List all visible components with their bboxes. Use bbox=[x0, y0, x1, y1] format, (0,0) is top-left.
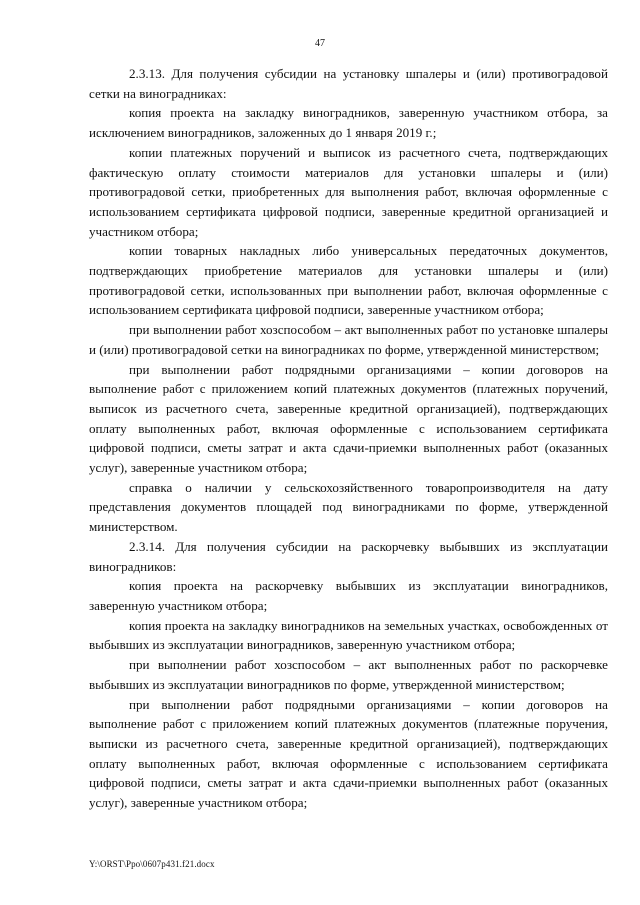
paragraph-vineyard-project-copy: копия проекта на закладку виноградников, заверенную участником отбора, за исключением виноградников, заложенных до 1 января 2019 г.; bbox=[89, 105, 608, 141]
file-path-footer: Y:\ORST\Ppo\0607p431.f21.docx bbox=[89, 859, 215, 869]
paragraph-replanting-project-copy: копия проекта на закладку виноградников на земельных участках, освобожденных от выбывших из эксплуатации виноградников, заверенную участником отбора; bbox=[89, 617, 608, 653]
paragraph-grubbing-contractor-works: при выполнении работ подрядными организациями – копии договоров на выполнение работ с приложением копий платежных документов (платежные поручения, выписки из расчетного счета, заверенные кредитной организацией), подтверждающих оплату выполненных работ, включая оформленные с использованием сертификата цифровой подписи, сметы затрат и акта сдачи-приемки выполненных работ (оказанных услуг), заверенные участником отбора; bbox=[89, 696, 608, 811]
paragraph-vineyard-area-certificate: справка о наличии у сельскохозяйственного товаропроизводителя на дату представления документов площадей под виноградниками по форме, утвержденной министерством. bbox=[89, 479, 608, 535]
paragraph-grubbing-project-copy: копия проекта на раскорчевку выбывших из эксплуатации виноградников, заверенную участником отбора; bbox=[89, 578, 608, 613]
paragraph-own-works-act: при выполнении работ хозспособом – акт выполненных работ по установке шпалеры и (или) противоградовой сетки на виноградниках по форме, утвержденной министерством; bbox=[89, 322, 608, 357]
document-body bbox=[89, 64, 608, 813]
paragraph-contractor-works: при выполнении работ подрядными организациями – копии договоров на выполнение работ с приложением копий платежных документов (платежных поручений, выписок из расчетного счета, заверенные кредитной организацией), подтверждающих оплату выполненных работ, включая оформленные с использованием сертификата цифровой подписи, сметы затрат и акта сдачи-приемки выполненных работ (оказанных услуг), заверенные участником отбора; bbox=[89, 361, 608, 476]
page-number: 47 bbox=[315, 38, 325, 49]
paragraph-consignment-notes: копии товарных накладных либо универсальных передаточных документов, подтверждающих приобретение материалов для установки шпалеры и (или) противоградовой сетки, использованных при выполнении работ, включая оформленные с использованием сертификата цифровой подписи, заверенные участником отбора; bbox=[89, 243, 608, 318]
paragraph-payment-orders: копии платежных поручений и выписок из расчетного счета, подтверждающих фактическую оплату стоимости материалов для установки шпалеры и (или) противоградовой сетки, приобретенных для выполнения работ, включая оформленные с использованием сертификата цифровой подписи, заверенные кредитной организацией и участником отбора; bbox=[89, 144, 608, 239]
paragraph-2-3-13-heading: 2.3.13. Для получения субсидии на установку шпалеры и (или) противоградовой сетки на виноградниках: bbox=[89, 66, 608, 101]
paragraph-2-3-14-heading: 2.3.14. Для получения субсидии на раскорчевку выбывших из эксплуатации виноградников: bbox=[89, 538, 608, 574]
paragraph-grubbing-own-works-act: при выполнении работ хозспособом – акт выполненных работ по раскорчевке выбывших из эксплуатации виноградников по форме, утвержденной министерством; bbox=[89, 657, 608, 692]
